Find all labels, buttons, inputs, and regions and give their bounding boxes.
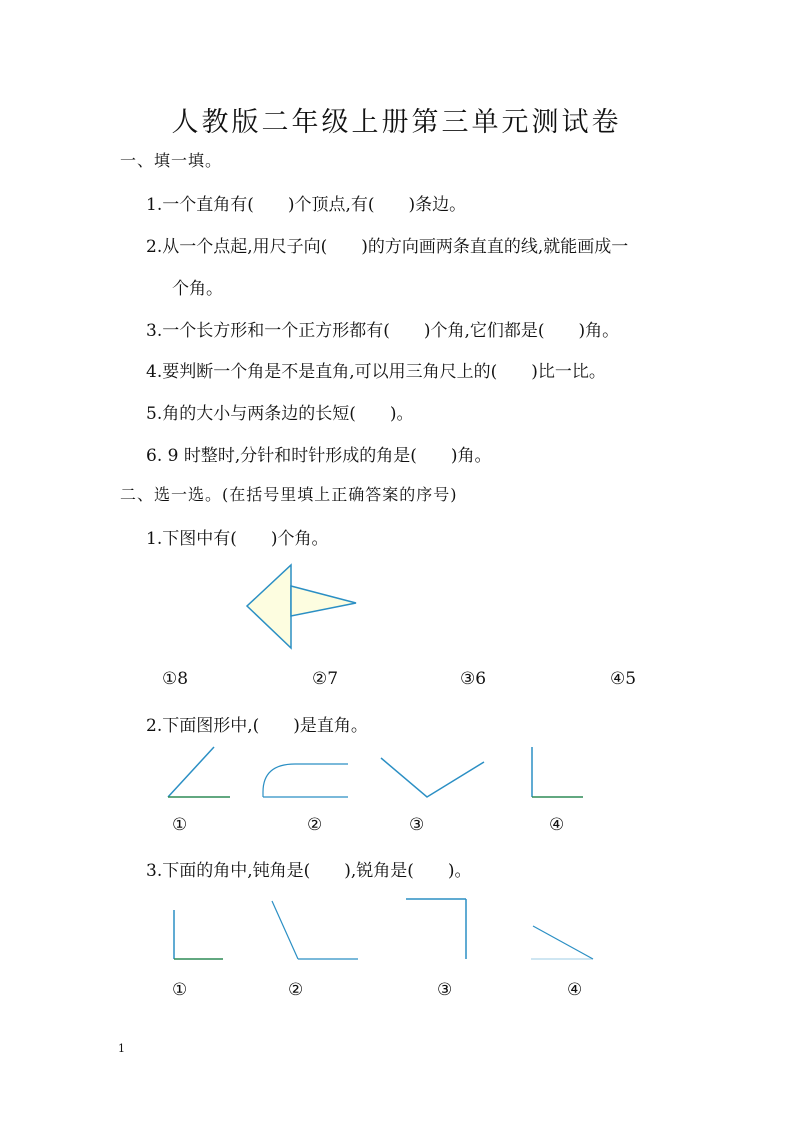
q1-option-3: ③6 bbox=[460, 669, 487, 689]
q2-figures bbox=[160, 742, 600, 804]
q2-fig1-slant-line bbox=[168, 747, 214, 797]
section-1-heading: 一、填一填。 bbox=[120, 151, 223, 170]
fill-question-4: 4.要判断一个角是不是直角,可以用三角尺上的( )比一比。 bbox=[146, 362, 606, 382]
fill-question-6: 6. 9 时整时,分针和时针形成的角是( )角。 bbox=[146, 446, 492, 466]
q3-fig4-slant-line bbox=[533, 926, 593, 959]
arrow-tip-shape bbox=[291, 586, 356, 616]
choice-question-2: 2.下面图形中,( )是直角。 bbox=[146, 716, 368, 736]
q2-option-4: ④ bbox=[549, 815, 565, 835]
q1-option-4: ④5 bbox=[610, 669, 637, 689]
q2-option-1: ① bbox=[172, 815, 188, 835]
fill-question-2: 2.从一个点起,用尺子向( )的方向画两条直直的线,就能画成一 bbox=[146, 237, 629, 257]
q2-option-2: ② bbox=[307, 815, 323, 835]
q3-figures bbox=[165, 893, 605, 965]
arrow-shape-figure bbox=[240, 560, 365, 652]
q1-option-1: ①8 bbox=[162, 669, 189, 689]
page-number: 1 bbox=[118, 1042, 125, 1055]
q1-option-2: ②7 bbox=[312, 669, 339, 689]
fill-question-5: 5.角的大小与两条边的长短( )。 bbox=[146, 404, 414, 424]
section-2-heading: 二、选一选。(在括号里填上正确答案的序号) bbox=[120, 485, 458, 504]
triangle-shape bbox=[247, 565, 291, 648]
q3-fig2-slant-line bbox=[272, 901, 298, 959]
choice-question-3: 3.下面的角中,钝角是( ),锐角是( )。 bbox=[146, 861, 472, 881]
q2-fig2-curve bbox=[263, 764, 348, 797]
page-title: 人教版二年级上册第三单元测试卷 bbox=[171, 107, 622, 138]
fill-question-3: 3.一个长方形和一个正方形都有( )个角,它们都是( )角。 bbox=[146, 321, 620, 341]
q3-option-1: ① bbox=[172, 980, 188, 1000]
choice-question-1: 1.下图中有( )个角。 bbox=[146, 529, 329, 549]
q2-option-3: ③ bbox=[409, 815, 425, 835]
q3-option-4: ④ bbox=[567, 980, 583, 1000]
q2-fig3-v-shape bbox=[381, 758, 484, 797]
q3-option-2: ② bbox=[288, 980, 304, 1000]
q3-option-3: ③ bbox=[437, 980, 453, 1000]
fill-question-1: 1.一个直角有( )个顶点,有( )条边。 bbox=[146, 195, 467, 215]
fill-question-2-continued: 个角。 bbox=[172, 279, 223, 299]
